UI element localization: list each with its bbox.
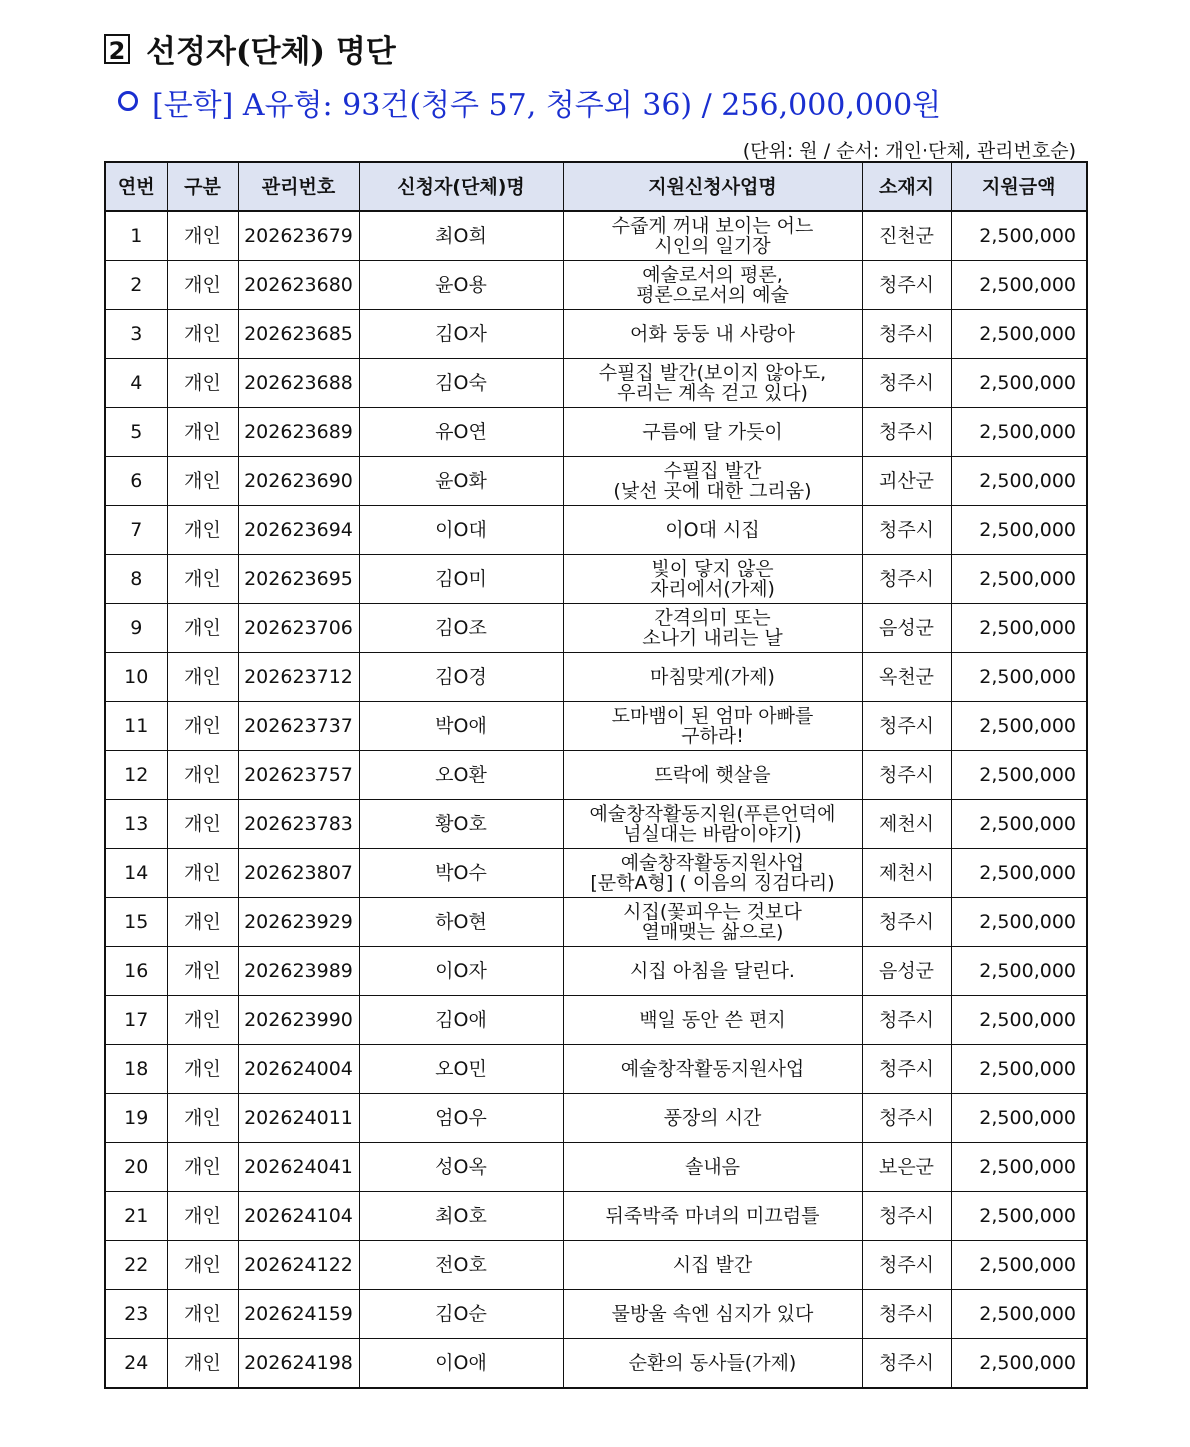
cell-applicant: 하O현 xyxy=(359,898,563,947)
cell-project: 물방울 속엔 심지가 있다 xyxy=(563,1290,862,1339)
cell-index: 17 xyxy=(105,996,167,1045)
cell-index: 24 xyxy=(105,1339,167,1389)
cell-applicant: 최O희 xyxy=(359,211,563,261)
table-row xyxy=(105,1094,1087,1143)
table-row xyxy=(105,1290,1087,1339)
cell-index: 18 xyxy=(105,1045,167,1094)
table-row xyxy=(105,310,1087,359)
cell-location: 청주시 xyxy=(862,1094,951,1143)
cell-project: 마침맞게(가제) xyxy=(563,653,862,702)
cell-index: 15 xyxy=(105,898,167,947)
cell-location: 음성군 xyxy=(862,947,951,996)
cell-project: 시집(꽃피우는 것보다 열매맺는 삶으로) xyxy=(563,898,862,947)
cell-amount: 2,500,000 xyxy=(951,653,1087,702)
cell-location: 청주시 xyxy=(862,751,951,800)
cell-applicant: 이O대 xyxy=(359,506,563,555)
cell-management-number: 202623688 xyxy=(238,359,359,408)
cell-project: 시집 발간 xyxy=(563,1241,862,1290)
cell-index: 16 xyxy=(105,947,167,996)
cell-applicant: 윤O용 xyxy=(359,261,563,310)
cell-applicant: 이O자 xyxy=(359,947,563,996)
cell-amount: 2,500,000 xyxy=(951,947,1087,996)
header-location: 소재지 xyxy=(862,162,951,211)
cell-applicant: 김O자 xyxy=(359,310,563,359)
cell-project: 빛이 닿지 않은 자리에서(가제) xyxy=(563,555,862,604)
section-title: 선정자(단체) 명단 xyxy=(146,34,396,70)
table-header-row xyxy=(105,162,1087,211)
cell-location: 청주시 xyxy=(862,1192,951,1241)
section-heading xyxy=(104,26,396,71)
cell-applicant: 김O경 xyxy=(359,653,563,702)
cell-index: 13 xyxy=(105,800,167,849)
cell-project: 뒤죽박죽 마녀의 미끄럼틀 xyxy=(563,1192,862,1241)
cell-location: 진천군 xyxy=(862,211,951,261)
cell-project: 예술로서의 평론, 평론으로서의 예술 xyxy=(563,261,862,310)
cell-management-number: 202624104 xyxy=(238,1192,359,1241)
cell-applicant: 김O숙 xyxy=(359,359,563,408)
cell-type: 개인 xyxy=(167,211,238,261)
cell-type: 개인 xyxy=(167,947,238,996)
cell-index: 11 xyxy=(105,702,167,751)
table-row xyxy=(105,211,1087,261)
cell-management-number: 202623694 xyxy=(238,506,359,555)
table-row xyxy=(105,800,1087,849)
cell-type: 개인 xyxy=(167,359,238,408)
cell-type: 개인 xyxy=(167,310,238,359)
cell-project: 풍장의 시간 xyxy=(563,1094,862,1143)
cell-index: 20 xyxy=(105,1143,167,1192)
cell-location: 괴산군 xyxy=(862,457,951,506)
cell-applicant: 최O호 xyxy=(359,1192,563,1241)
unit-note: (단위: 원 / 순서: 개인·단체, 관리번호순) xyxy=(742,140,1076,162)
cell-amount: 2,500,000 xyxy=(951,506,1087,555)
cell-management-number: 202624122 xyxy=(238,1241,359,1290)
category-summary: [문학] A유형: 93건(청주 57, 청주외 36) / 256,000,000원 xyxy=(152,88,942,123)
table-row xyxy=(105,751,1087,800)
cell-project: 시집 아침을 달린다. xyxy=(563,947,862,996)
cell-index: 2 xyxy=(105,261,167,310)
cell-applicant: 성O옥 xyxy=(359,1143,563,1192)
cell-management-number: 202623757 xyxy=(238,751,359,800)
header-project: 지원신청사업명 xyxy=(563,162,862,211)
table-row xyxy=(105,1045,1087,1094)
cell-amount: 2,500,000 xyxy=(951,604,1087,653)
cell-location: 옥천군 xyxy=(862,653,951,702)
cell-amount: 2,500,000 xyxy=(951,751,1087,800)
cell-amount: 2,500,000 xyxy=(951,555,1087,604)
cell-management-number: 202623737 xyxy=(238,702,359,751)
cell-index: 12 xyxy=(105,751,167,800)
cell-amount: 2,500,000 xyxy=(951,457,1087,506)
cell-amount: 2,500,000 xyxy=(951,1339,1087,1389)
cell-applicant: 엄O우 xyxy=(359,1094,563,1143)
cell-location: 청주시 xyxy=(862,996,951,1045)
cell-type: 개인 xyxy=(167,604,238,653)
cell-location: 청주시 xyxy=(862,359,951,408)
cell-amount: 2,500,000 xyxy=(951,800,1087,849)
cell-index: 3 xyxy=(105,310,167,359)
cell-index: 6 xyxy=(105,457,167,506)
table-row xyxy=(105,1192,1087,1241)
cell-type: 개인 xyxy=(167,996,238,1045)
cell-management-number: 202623706 xyxy=(238,604,359,653)
cell-applicant: 박O수 xyxy=(359,849,563,898)
cell-amount: 2,500,000 xyxy=(951,898,1087,947)
cell-management-number: 202624011 xyxy=(238,1094,359,1143)
circle-bullet-icon xyxy=(118,91,138,111)
cell-index: 10 xyxy=(105,653,167,702)
table-row xyxy=(105,898,1087,947)
cell-management-number: 202623989 xyxy=(238,947,359,996)
cell-management-number: 202623685 xyxy=(238,310,359,359)
cell-type: 개인 xyxy=(167,1094,238,1143)
cell-applicant: 김O미 xyxy=(359,555,563,604)
table-row xyxy=(105,849,1087,898)
cell-amount: 2,500,000 xyxy=(951,261,1087,310)
cell-location: 청주시 xyxy=(862,555,951,604)
cell-location: 제천시 xyxy=(862,849,951,898)
table-row xyxy=(105,604,1087,653)
header-applicant: 신청자(단체)명 xyxy=(359,162,563,211)
category-subheading xyxy=(118,80,941,124)
cell-location: 청주시 xyxy=(862,1339,951,1389)
cell-management-number: 202623680 xyxy=(238,261,359,310)
cell-applicant: 황O호 xyxy=(359,800,563,849)
cell-project: 백일 동안 쓴 편지 xyxy=(563,996,862,1045)
cell-management-number: 202624004 xyxy=(238,1045,359,1094)
cell-management-number: 202623689 xyxy=(238,408,359,457)
cell-location: 청주시 xyxy=(862,898,951,947)
cell-amount: 2,500,000 xyxy=(951,211,1087,261)
cell-applicant: 김O순 xyxy=(359,1290,563,1339)
cell-management-number: 202623807 xyxy=(238,849,359,898)
cell-type: 개인 xyxy=(167,898,238,947)
cell-type: 개인 xyxy=(167,506,238,555)
cell-amount: 2,500,000 xyxy=(951,1094,1087,1143)
table-row xyxy=(105,261,1087,310)
cell-type: 개인 xyxy=(167,849,238,898)
cell-project: 순환의 동사들(가제) xyxy=(563,1339,862,1389)
section-number-box: 2 xyxy=(104,34,130,64)
cell-amount: 2,500,000 xyxy=(951,996,1087,1045)
cell-project: 예술창작활동지원사업 xyxy=(563,1045,862,1094)
cell-project: 간격의미 또는 소나기 내리는 날 xyxy=(563,604,862,653)
cell-type: 개인 xyxy=(167,800,238,849)
cell-index: 23 xyxy=(105,1290,167,1339)
cell-type: 개인 xyxy=(167,1192,238,1241)
cell-index: 7 xyxy=(105,506,167,555)
cell-applicant: 오O민 xyxy=(359,1045,563,1094)
cell-type: 개인 xyxy=(167,1290,238,1339)
cell-index: 19 xyxy=(105,1094,167,1143)
cell-amount: 2,500,000 xyxy=(951,359,1087,408)
cell-type: 개인 xyxy=(167,457,238,506)
cell-location: 청주시 xyxy=(862,1045,951,1094)
cell-type: 개인 xyxy=(167,653,238,702)
cell-applicant: 이O애 xyxy=(359,1339,563,1389)
cell-location: 청주시 xyxy=(862,506,951,555)
cell-type: 개인 xyxy=(167,261,238,310)
cell-index: 4 xyxy=(105,359,167,408)
cell-management-number: 202623695 xyxy=(238,555,359,604)
cell-index: 5 xyxy=(105,408,167,457)
cell-project: 이O대 시집 xyxy=(563,506,862,555)
cell-management-number: 202623712 xyxy=(238,653,359,702)
cell-amount: 2,500,000 xyxy=(951,849,1087,898)
cell-index: 14 xyxy=(105,849,167,898)
cell-management-number: 202623679 xyxy=(238,211,359,261)
cell-index: 8 xyxy=(105,555,167,604)
cell-applicant: 윤O화 xyxy=(359,457,563,506)
cell-location: 제천시 xyxy=(862,800,951,849)
cell-type: 개인 xyxy=(167,555,238,604)
cell-management-number: 202623783 xyxy=(238,800,359,849)
table-row xyxy=(105,457,1087,506)
cell-applicant: 오O환 xyxy=(359,751,563,800)
cell-project: 수줍게 꺼내 보이는 어느 시인의 일기장 xyxy=(563,211,862,261)
cell-amount: 2,500,000 xyxy=(951,1241,1087,1290)
cell-location: 청주시 xyxy=(862,408,951,457)
cell-location: 청주시 xyxy=(862,261,951,310)
cell-location: 청주시 xyxy=(862,1290,951,1339)
cell-type: 개인 xyxy=(167,1339,238,1389)
cell-location: 보은군 xyxy=(862,1143,951,1192)
cell-amount: 2,500,000 xyxy=(951,1143,1087,1192)
cell-type: 개인 xyxy=(167,1241,238,1290)
table-row xyxy=(105,555,1087,604)
header-index: 연번 xyxy=(105,162,167,211)
header-management-number: 관리번호 xyxy=(238,162,359,211)
cell-project: 예술창작활동지원(푸른언덕에 넘실대는 바람이야기) xyxy=(563,800,862,849)
cell-location: 음성군 xyxy=(862,604,951,653)
table-row xyxy=(105,1339,1087,1389)
table-row xyxy=(105,947,1087,996)
cell-applicant: 유O연 xyxy=(359,408,563,457)
cell-project: 수필집 발간(보이지 않아도, 우리는 계속 걷고 있다) xyxy=(563,359,862,408)
header-amount: 지원금액 xyxy=(951,162,1087,211)
table-row xyxy=(105,996,1087,1045)
cell-location: 청주시 xyxy=(862,702,951,751)
cell-management-number: 202624041 xyxy=(238,1143,359,1192)
cell-amount: 2,500,000 xyxy=(951,1290,1087,1339)
cell-index: 1 xyxy=(105,211,167,261)
selection-table xyxy=(104,161,1088,1389)
cell-applicant: 김O애 xyxy=(359,996,563,1045)
cell-project: 솔내음 xyxy=(563,1143,862,1192)
cell-project: 구름에 달 가듯이 xyxy=(563,408,862,457)
cell-index: 21 xyxy=(105,1192,167,1241)
cell-project: 수필집 발간 (낯선 곳에 대한 그리움) xyxy=(563,457,862,506)
table-row xyxy=(105,506,1087,555)
cell-management-number: 202624198 xyxy=(238,1339,359,1389)
cell-management-number: 202623690 xyxy=(238,457,359,506)
cell-amount: 2,500,000 xyxy=(951,310,1087,359)
table-body xyxy=(105,211,1087,1388)
cell-applicant: 김O조 xyxy=(359,604,563,653)
cell-management-number: 202623990 xyxy=(238,996,359,1045)
cell-type: 개인 xyxy=(167,1143,238,1192)
cell-applicant: 전O호 xyxy=(359,1241,563,1290)
cell-project: 예술창작활동지원사업 [문학A형] ( 이음의 징검다리) xyxy=(563,849,862,898)
cell-index: 9 xyxy=(105,604,167,653)
cell-location: 청주시 xyxy=(862,1241,951,1290)
cell-type: 개인 xyxy=(167,702,238,751)
cell-index: 22 xyxy=(105,1241,167,1290)
table-row xyxy=(105,702,1087,751)
cell-project: 뜨락에 햇살을 xyxy=(563,751,862,800)
table-row xyxy=(105,653,1087,702)
cell-amount: 2,500,000 xyxy=(951,1045,1087,1094)
cell-type: 개인 xyxy=(167,1045,238,1094)
cell-management-number: 202624159 xyxy=(238,1290,359,1339)
cell-amount: 2,500,000 xyxy=(951,702,1087,751)
cell-location: 청주시 xyxy=(862,310,951,359)
cell-applicant: 박O애 xyxy=(359,702,563,751)
cell-project: 도마뱀이 된 엄마 아빠를 구하라! xyxy=(563,702,862,751)
table-row xyxy=(105,408,1087,457)
cell-management-number: 202623929 xyxy=(238,898,359,947)
table-row xyxy=(105,359,1087,408)
header-type: 구분 xyxy=(167,162,238,211)
table-row xyxy=(105,1143,1087,1192)
cell-project: 어화 둥둥 내 사랑아 xyxy=(563,310,862,359)
table-row xyxy=(105,1241,1087,1290)
cell-type: 개인 xyxy=(167,751,238,800)
cell-amount: 2,500,000 xyxy=(951,408,1087,457)
cell-type: 개인 xyxy=(167,408,238,457)
cell-amount: 2,500,000 xyxy=(951,1192,1087,1241)
